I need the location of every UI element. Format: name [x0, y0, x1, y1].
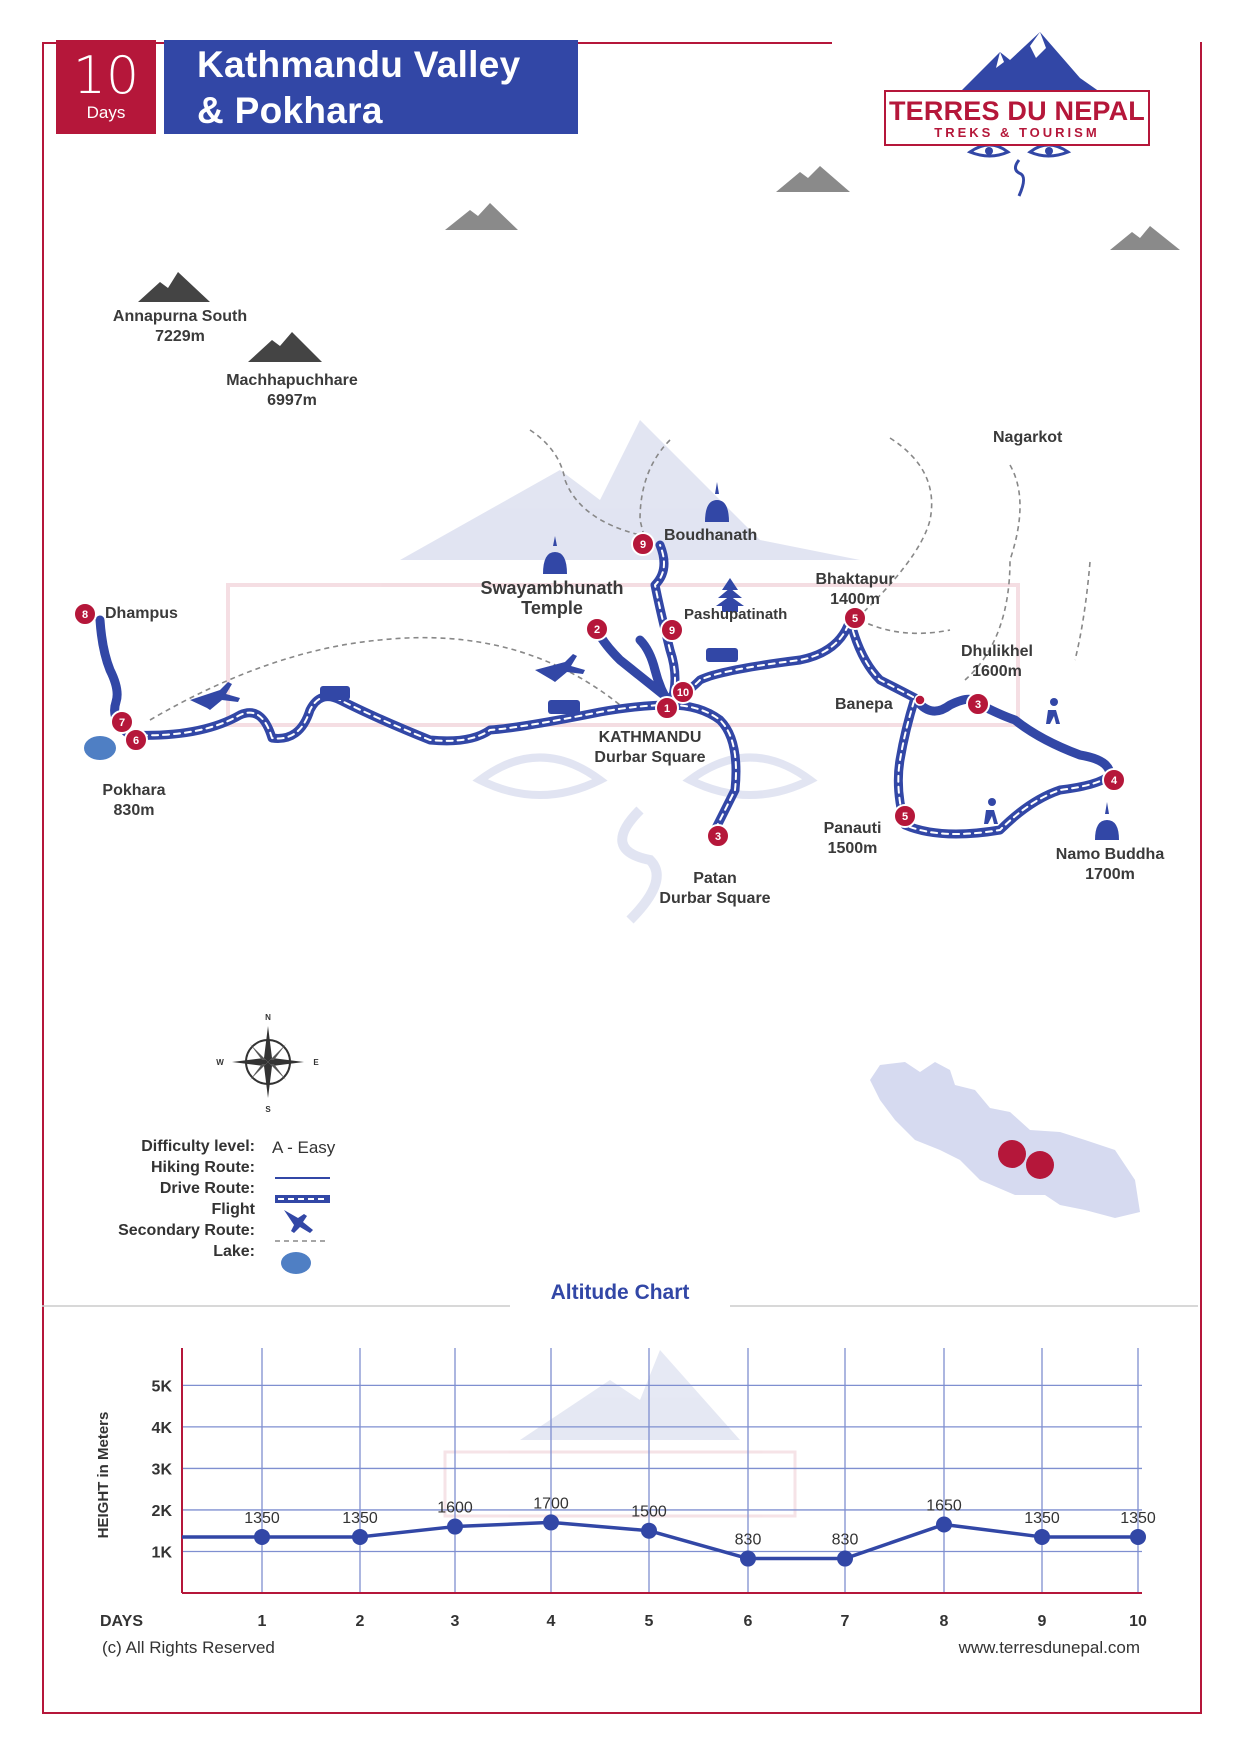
x-tick-label: 1 — [257, 1613, 267, 1630]
chart-title: Altitude Chart — [550, 1281, 690, 1304]
label-kathmandu — [580, 728, 720, 768]
website-link[interactable]: www.terresdunepal.com — [958, 1638, 1140, 1657]
peak-machha-alt: 6997m — [267, 392, 317, 409]
data-label: 830 — [734, 1531, 762, 1549]
x-tick-label: 6 — [743, 1613, 753, 1630]
y-tick-label: 2K — [151, 1502, 172, 1520]
legend-lake-key: Lake: — [213, 1243, 255, 1260]
x-tick-label: 9 — [1037, 1613, 1047, 1630]
label-pashupatinath: Pashupatinath — [684, 606, 788, 623]
marker-kathmandu-10-num: 10 — [676, 687, 690, 699]
compass-w: W — [216, 1058, 224, 1067]
compass-s: S — [265, 1105, 271, 1114]
label-nagarkot: Nagarkot — [993, 429, 1063, 446]
y-tick-label: 4K — [151, 1419, 172, 1437]
label-bhaktapur-name: Bhaktapur — [815, 571, 895, 588]
label-pokhara-name: Pokhara — [102, 782, 166, 799]
x-tick-label: 7 — [840, 1613, 850, 1630]
marker-namo-buddha-num: 4 — [1110, 775, 1118, 787]
legend-airplane-icon — [284, 1210, 313, 1233]
x-tick-label: 2 — [355, 1613, 365, 1630]
data-label: 830 — [831, 1531, 859, 1549]
peak-annapurna — [100, 307, 260, 347]
marker-pashupati-num: 9 — [668, 625, 676, 637]
days-number: 10 — [72, 46, 140, 106]
label-bhaktapur — [800, 570, 910, 610]
marker-banepa — [915, 695, 925, 705]
legend-drive-key: Drive Route: — [159, 1180, 255, 1197]
y-tick-label: 3K — [151, 1461, 172, 1479]
marker-swayambhu-num: 2 — [593, 624, 601, 636]
compass-rose-icon — [216, 1013, 319, 1114]
label-swayambhunath — [462, 578, 642, 618]
legend-hiking-key: Hiking Route: — [151, 1159, 255, 1176]
marker-bhaktapur-num: 5 — [851, 613, 859, 625]
label-panauti-name: Panauti — [823, 820, 882, 837]
legend-secondary-key: Secondary Route: — [118, 1222, 255, 1239]
logo-tagline: TREKS & TOURISM — [934, 125, 1100, 140]
nepal-marker-2 — [1026, 1151, 1054, 1179]
marker-dhulikhel-num: 3 — [974, 699, 982, 711]
logo-name: TERRES DU NEPAL — [888, 96, 1146, 126]
y-axis-title: HEIGHT in Meters — [95, 1411, 112, 1539]
label-panauti-alt: 1500m — [827, 840, 878, 857]
label-patan — [640, 869, 790, 909]
marker-boudha-num: 9 — [639, 539, 647, 551]
label-boudhanath: Boudhanath — [664, 527, 758, 544]
x-tick-label: 4 — [546, 1613, 556, 1630]
marker-pokhara-6-num: 6 — [132, 735, 140, 747]
label-bhaktapur-alt: 1400m — [830, 591, 880, 608]
copyright: (c) All Rights Reserved — [102, 1638, 275, 1657]
x-tick-label: 10 — [1129, 1613, 1147, 1630]
airplane-icon — [190, 654, 585, 710]
marker-pokhara-7-num: 7 — [118, 717, 126, 729]
legend-difficulty-val: A - Easy — [272, 1138, 336, 1157]
data-label: 1350 — [244, 1509, 280, 1527]
title-line-1: Kathmandu Valley — [197, 44, 521, 85]
data-label: 1700 — [533, 1495, 569, 1513]
title-line-2: & Pokhara — [197, 90, 383, 131]
marker-dhampus-num: 8 — [81, 609, 89, 621]
legend-symbols — [275, 1178, 330, 1274]
y-tick-label: 1K — [151, 1544, 172, 1562]
y-tick-label: 5K — [151, 1378, 172, 1396]
label-namo-buddha-alt: 1700m — [1085, 866, 1135, 883]
label-patan-2: Durbar Square — [659, 890, 771, 907]
x-tick-label: 5 — [644, 1613, 654, 1630]
label-panauti — [800, 819, 905, 859]
data-label: 1600 — [437, 1499, 473, 1517]
marker-kathmandu-1-num: 1 — [663, 703, 671, 715]
label-banepa: Banepa — [835, 696, 893, 713]
label-dhulikhel-name: Dhulikhel — [960, 643, 1033, 660]
label-swayambhu-1: Swayambhunath — [480, 578, 624, 598]
mountain-icon — [445, 166, 1180, 250]
data-label: 1350 — [1120, 1509, 1156, 1527]
label-kathmandu-2: Durbar Square — [594, 749, 706, 766]
label-dhulikhel-alt: 1600m — [972, 663, 1022, 680]
peak-machha-name: Machhapuchhare — [226, 372, 358, 389]
label-kathmandu-1: KATHMANDU — [598, 729, 702, 746]
phewa-lake — [84, 736, 116, 760]
label-namo-buddha-name: Namo Buddha — [1055, 846, 1165, 863]
x-axis-title: DAYS — [100, 1613, 143, 1630]
peak-annapurna-name: Annapurna South — [112, 308, 248, 325]
label-dhampus: Dhampus — [105, 605, 178, 622]
compass-n: N — [265, 1013, 271, 1022]
data-label: 1500 — [631, 1503, 667, 1521]
data-label: 1650 — [926, 1497, 962, 1515]
label-pokhara-alt: 830m — [113, 802, 155, 819]
data-label: 1350 — [1024, 1509, 1060, 1527]
label-namo-buddha — [1040, 845, 1180, 885]
nepal-country-map — [870, 1062, 1140, 1218]
nepal-marker-1 — [998, 1140, 1026, 1168]
peak-annapurna-alt: 7229m — [155, 328, 205, 345]
x-tick-label: 3 — [450, 1613, 460, 1630]
data-label: 1350 — [342, 1509, 378, 1527]
marker-patan-num: 3 — [714, 831, 722, 843]
peak-machhapuchhare — [212, 371, 372, 411]
marker-panauti-num: 5 — [901, 811, 909, 823]
legend-lake-icon — [281, 1252, 311, 1274]
label-patan-1: Patan — [693, 870, 737, 887]
label-pokhara — [84, 781, 184, 821]
days-label: Days — [86, 103, 126, 122]
legend-difficulty-key: Difficulty level: — [141, 1138, 255, 1155]
x-tick-label: 8 — [939, 1613, 949, 1630]
label-dhulikhel — [942, 642, 1052, 682]
compass-e: E — [313, 1058, 319, 1067]
legend-flight-key: Flight — [211, 1201, 255, 1218]
label-swayambhu-2: Temple — [521, 598, 583, 618]
